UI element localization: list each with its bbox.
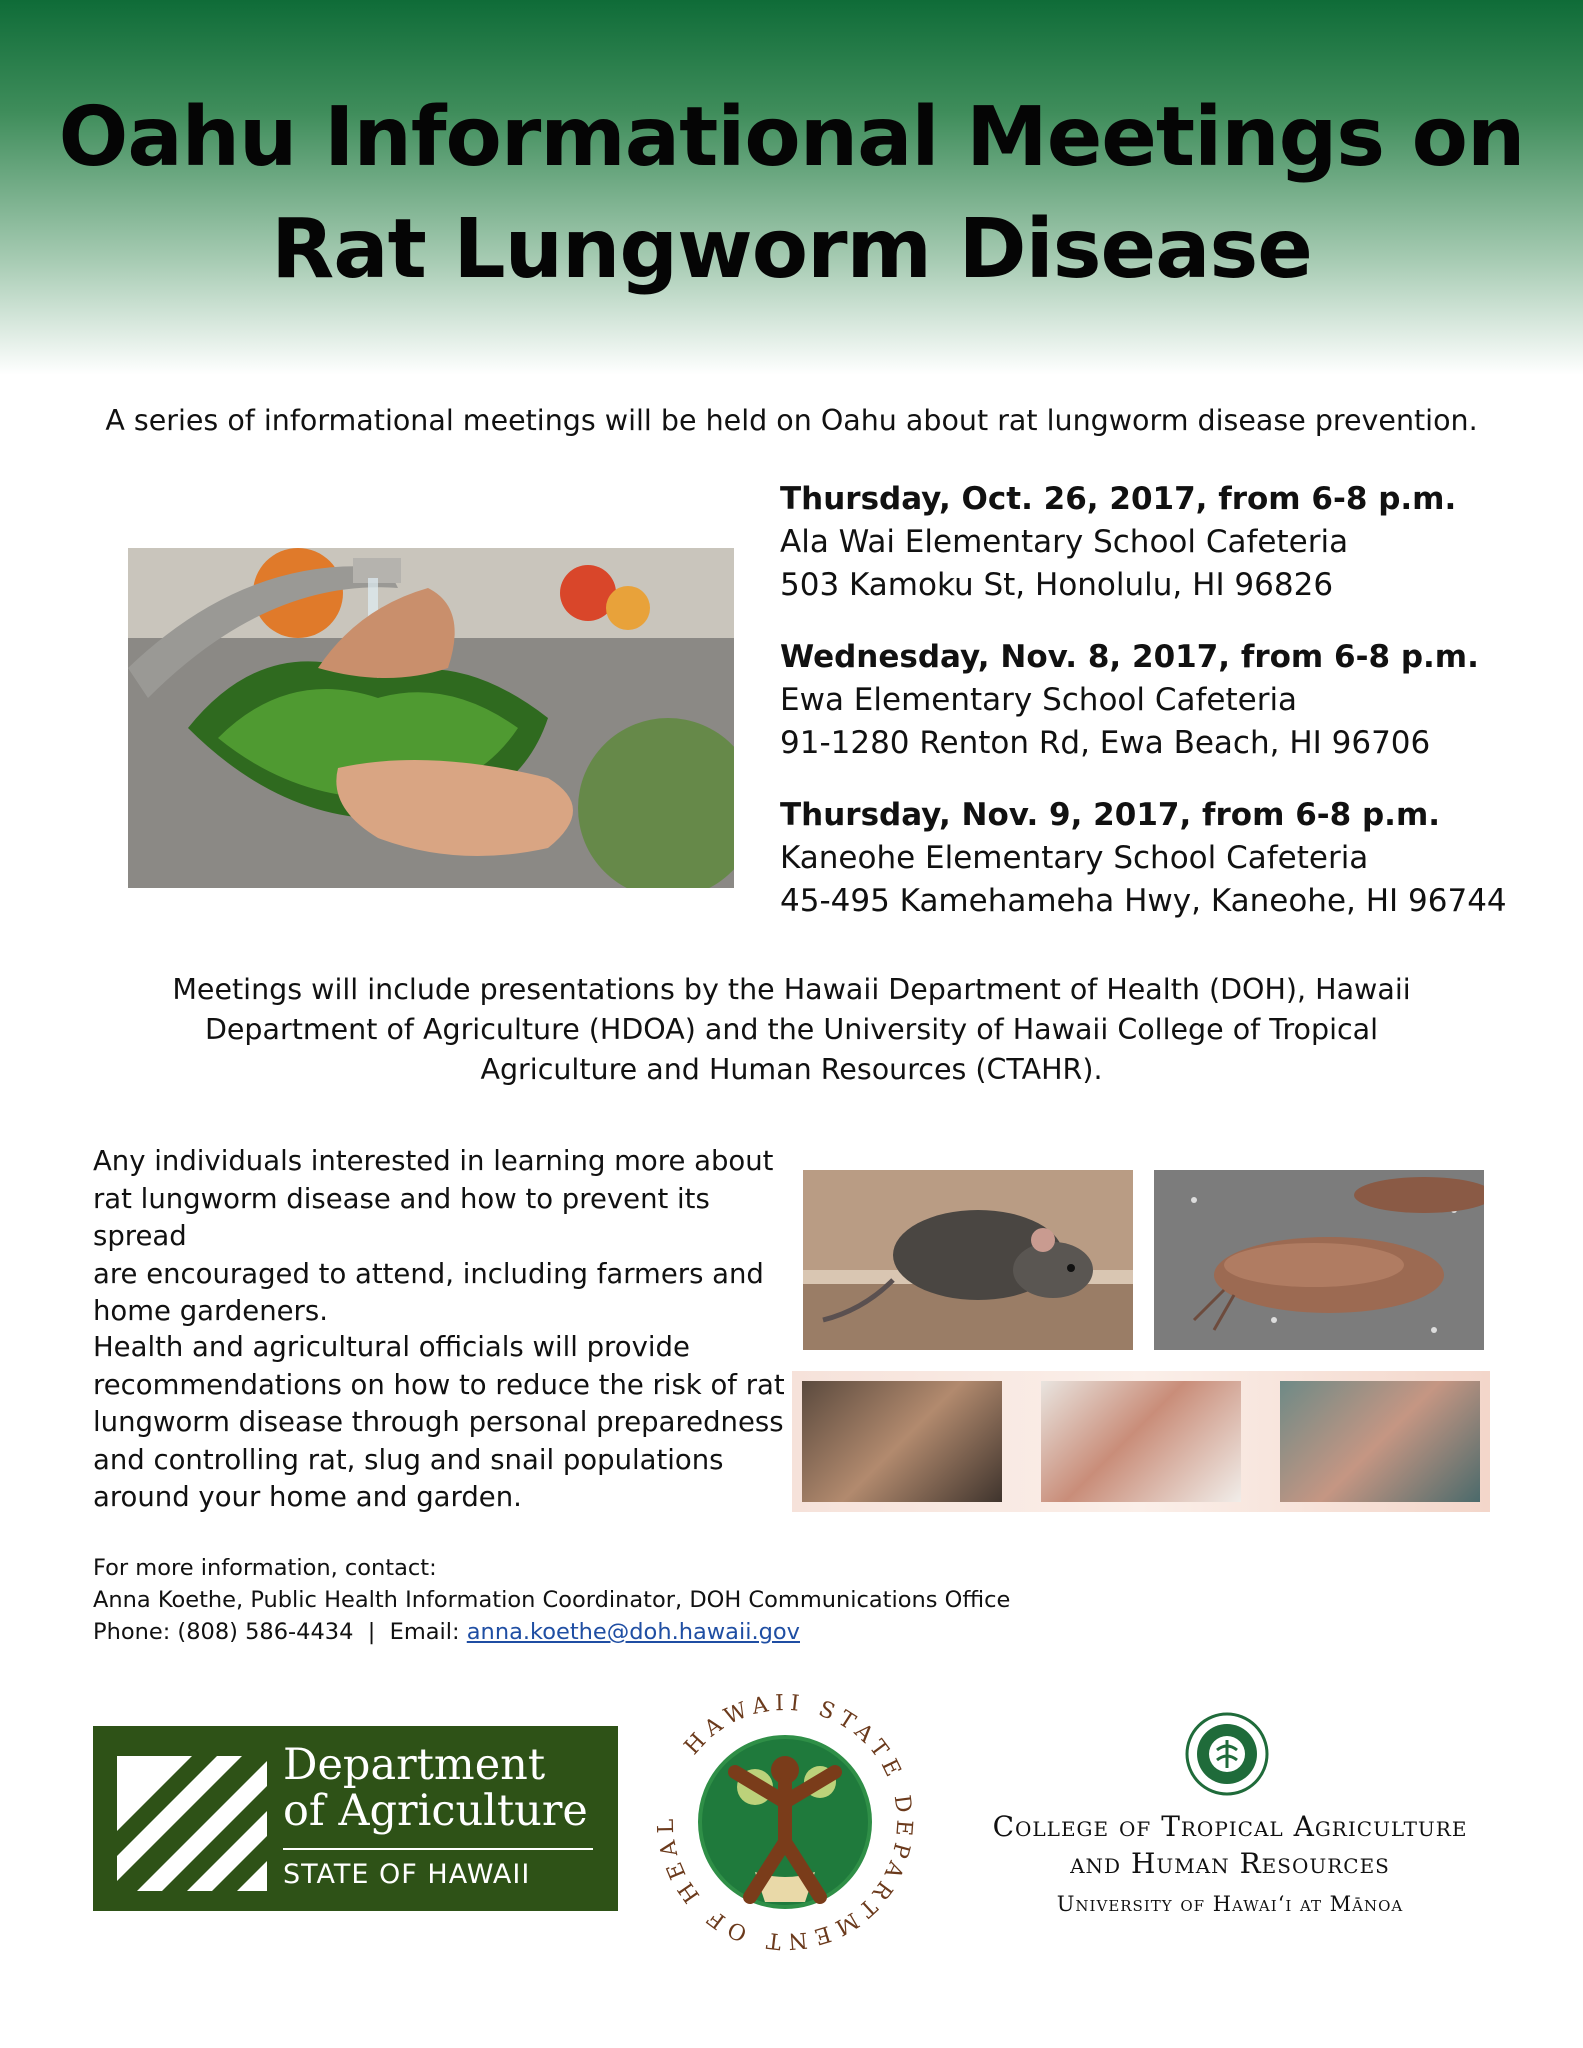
ctahr-line-2: and Human Resources bbox=[1070, 1847, 1390, 1880]
presenters-line: Meetings will include presentations by the Hawaii Department of Health (DOH), Hawaii bbox=[172, 973, 1411, 1006]
ctahr-line-3: University of Hawaiʻi at Mānoa bbox=[1056, 1892, 1404, 1916]
nausea-photo bbox=[1041, 1381, 1241, 1502]
symptoms-photo-strip bbox=[792, 1371, 1490, 1512]
doh-ring-text: HAWAII STATE DEPARTMENT OF HEAL bbox=[655, 1692, 915, 1952]
paragraph-line: Any individuals interested in learning more about bbox=[93, 1145, 774, 1177]
slug-photo bbox=[1154, 1170, 1484, 1350]
meeting-address: 45-495 Kamehameha Hwy, Kaneohe, HI 96744 bbox=[780, 883, 1507, 919]
neck-pain-photo bbox=[1280, 1381, 1480, 1502]
recommendations-paragraph bbox=[93, 1329, 793, 1517]
paragraph-line: around your home and garden. bbox=[93, 1481, 522, 1513]
contact-phone-line bbox=[93, 1616, 1093, 1648]
page-title bbox=[0, 82, 1583, 306]
meeting-list bbox=[780, 478, 1570, 952]
meeting-venue: Ala Wai Elementary School Cafeteria bbox=[780, 524, 1349, 560]
presenters-text bbox=[150, 970, 1433, 1090]
hdoa-name bbox=[283, 1742, 588, 1834]
paragraph-line: Health and agricultural officials will provide bbox=[93, 1331, 690, 1363]
ctahr-seal-logo bbox=[1185, 1712, 1269, 1796]
contact-phone: Phone: (808) 586-4434 | Email: bbox=[93, 1619, 467, 1645]
doh-seal-logo bbox=[655, 1692, 915, 1952]
ctahr-name bbox=[900, 1808, 1560, 1922]
meeting-item bbox=[780, 794, 1570, 923]
hdoa-field-icon bbox=[117, 1746, 267, 1891]
meeting-venue: Ewa Elementary School Cafeteria bbox=[780, 682, 1298, 718]
meeting-date: Thursday, Oct. 26, 2017, from 6-8 p.m. bbox=[780, 481, 1457, 517]
rat-photo bbox=[803, 1170, 1133, 1350]
meeting-item bbox=[780, 478, 1570, 607]
hdoa-line-1: Department bbox=[283, 1740, 546, 1790]
contact-heading: For more information, contact: bbox=[93, 1555, 437, 1581]
attendance-paragraph bbox=[93, 1143, 793, 1331]
contact-email-link[interactable]: anna.koethe@doh.hawaii.gov bbox=[466, 1619, 800, 1645]
meeting-address: 91-1280 Renton Rd, Ewa Beach, HI 96706 bbox=[780, 725, 1431, 761]
contact-person: Anna Koethe, Public Health Information Coordinator, DOH Communications Office bbox=[93, 1587, 1011, 1613]
presenters-line: Agriculture and Human Resources (CTAHR). bbox=[480, 1053, 1103, 1086]
paragraph-line: rat lungworm disease and how to prevent its spread bbox=[93, 1182, 710, 1252]
kale-washing-photo bbox=[128, 548, 734, 888]
meeting-date: Wednesday, Nov. 8, 2017, from 6-8 p.m. bbox=[780, 639, 1479, 675]
paragraph-line: recommendations on how to reduce the risk of rat bbox=[93, 1368, 785, 1401]
presenters-line: Department of Agriculture (HDOA) and the University of Hawaii College of Tropical bbox=[204, 1013, 1379, 1046]
meeting-date: Thursday, Nov. 9, 2017, from 6-8 p.m. bbox=[780, 797, 1441, 833]
hdoa-line-3: STATE OF HAWAII bbox=[283, 1859, 531, 1890]
paragraph-line: are encouraged to attend, including farmers and bbox=[93, 1257, 764, 1290]
paragraph-line: home gardeners. bbox=[93, 1295, 328, 1327]
paragraph-line: lungworm disease through personal preparedness bbox=[93, 1406, 784, 1438]
headache-photo bbox=[802, 1381, 1002, 1502]
title-line-2: Rat Lungworm Disease bbox=[271, 202, 1312, 297]
hdoa-logo bbox=[93, 1726, 618, 1911]
contact-info bbox=[93, 1552, 1093, 1648]
ctahr-line-1: College of Tropical Agriculture bbox=[992, 1810, 1468, 1843]
meeting-item bbox=[780, 636, 1570, 765]
intro-text: A series of informational meetings will be held on Oahu about rat lungworm disease prevention. bbox=[105, 404, 1478, 437]
hdoa-divider bbox=[283, 1848, 593, 1850]
paragraph-line: and controlling rat, slug and snail populations bbox=[93, 1443, 724, 1476]
hdoa-line-2: of Agriculture bbox=[283, 1786, 588, 1836]
meeting-address: 503 Kamoku St, Honolulu, HI 96826 bbox=[780, 567, 1334, 603]
meeting-venue: Kaneohe Elementary School Cafeteria bbox=[780, 840, 1369, 876]
title-line-1: Oahu Informational Meetings on bbox=[58, 90, 1525, 185]
